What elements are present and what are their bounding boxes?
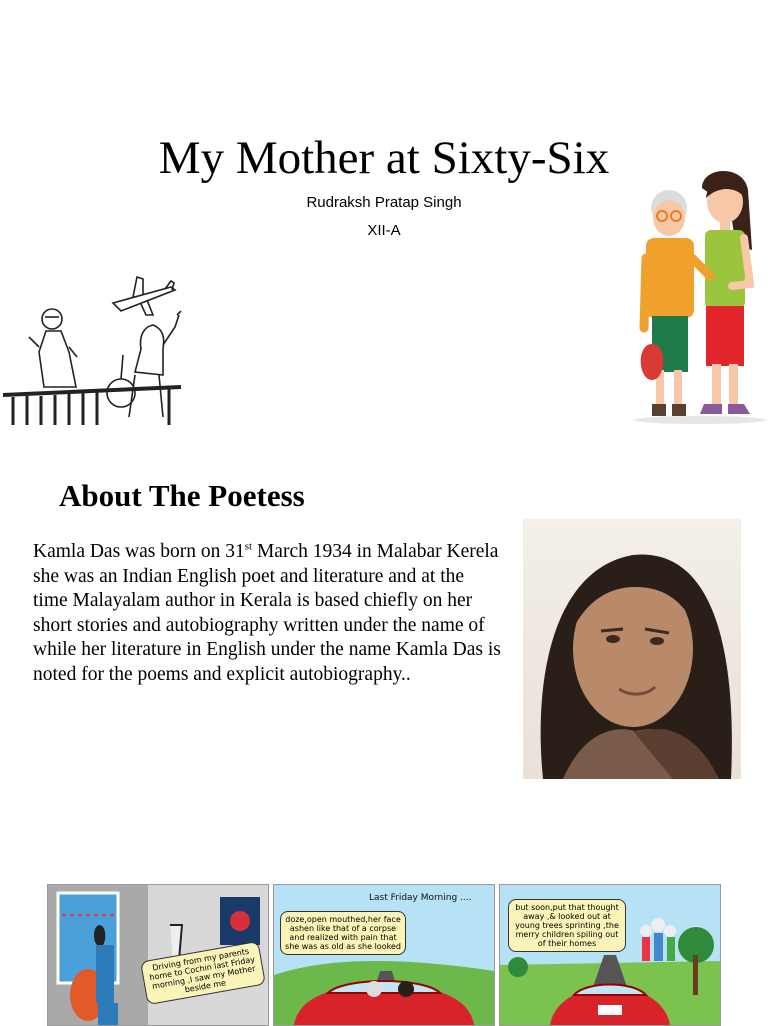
comic-panel-1 (47, 884, 269, 1026)
bio-text-lead: Kamla Das was born on 31 (33, 541, 245, 562)
waving-sketch-illustration (3, 257, 187, 429)
comic-panel-1-speech-bubble: Driving from my parents home to Cochin last Friday morning ,I saw my Mother beside me (140, 941, 266, 1005)
section-heading: About The Poetess (59, 478, 305, 513)
class-label: XII-A (367, 222, 401, 239)
poetess-portrait-photo (523, 519, 741, 779)
bio-paragraph (33, 540, 503, 687)
author-name: Rudraksh Pratap Singh (306, 194, 462, 211)
mother-daughter-illustration (632, 158, 768, 424)
comic-panel-2-caption: Last Friday Morning .... (369, 893, 472, 903)
bio-text-rest: March 1934 in Malabar Kerela she was an Indian English poet and literature and at the time Malayalam author in Kerala is based chiefly on her short stories and autobiography written under the name of while her literature in English under the name Kamla Das is noted for the poems and explicit autobiography.. (33, 541, 501, 685)
comic-panel-3 (499, 884, 721, 1026)
bio-text-sup: st (244, 540, 253, 553)
page-title: My Mother at Sixty-Six (158, 132, 610, 184)
comic-panel-3-speech-bubble: but soon,put that thought away ,& looked out at young trees sprinting ,the merry children spiling out of their homes (508, 899, 626, 952)
comic-panel-2 (273, 884, 495, 1026)
comic-panel-2-speech-bubble: doze,open mouthed,her face ashen like that of a corpse and realized with pain that she was as old as she looked (280, 911, 406, 955)
